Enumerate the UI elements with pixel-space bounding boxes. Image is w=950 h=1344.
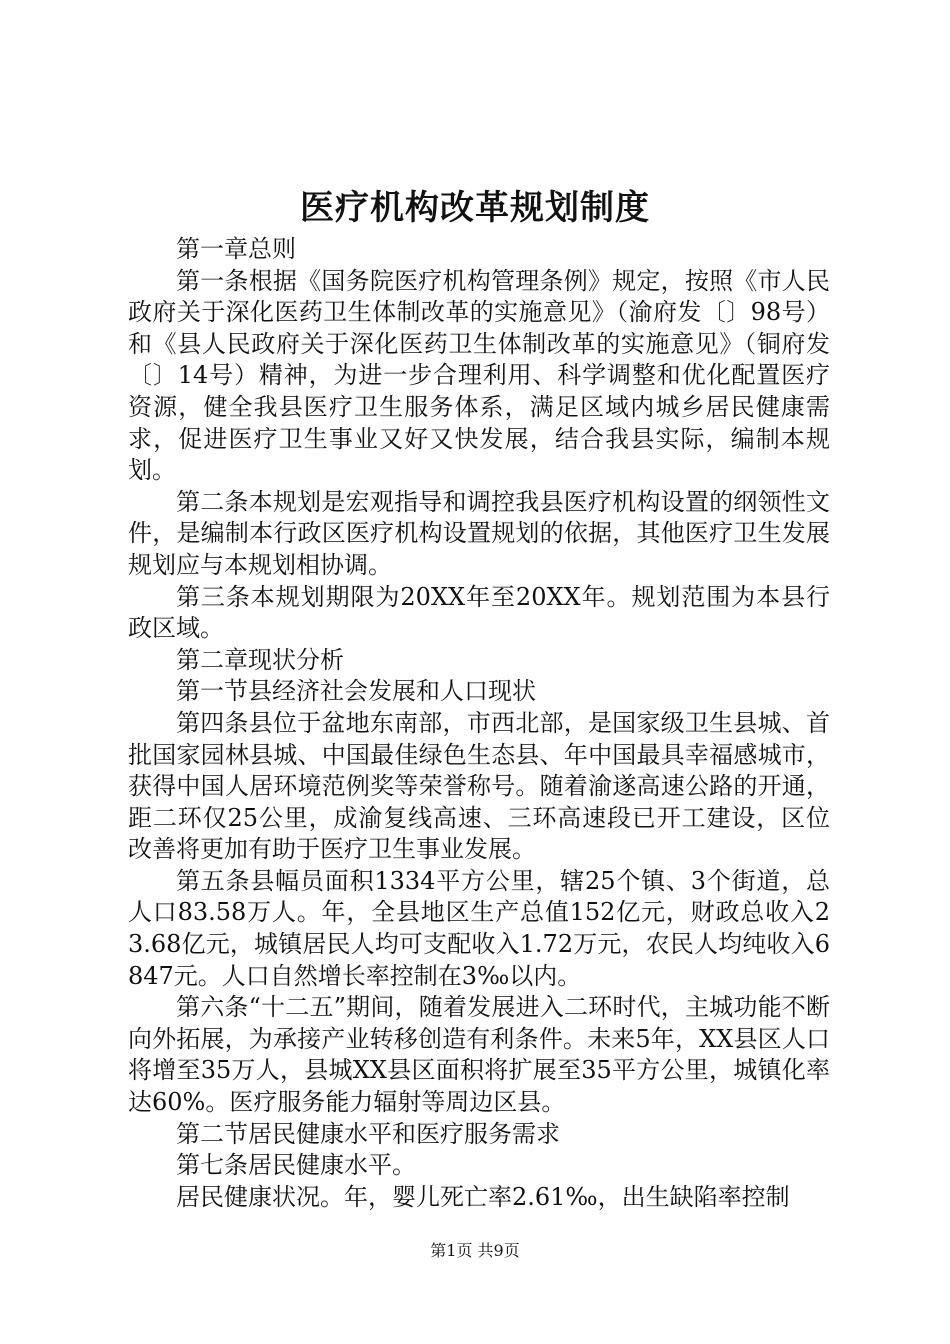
paragraph: 居民健康状况。年，婴儿死亡率2.61‰，出生缺陷率控制: [176, 1182, 790, 1211]
paragraph: 第三条本规划期限为20XX年至20XX年。规划范围为本县行政区域。: [128, 582, 830, 643]
chapter-heading: 第二章现状分析: [176, 645, 344, 674]
paragraph: 第一条根据《国务院医疗机构管理条例》规定，按照《市人民政府关于深化医药卫生体制改革的实施意见》（渝府发〔〕98号）和《县人民政府关于深化医药卫生体制改革的实施意见》（铜府发〔〕14号）精神，为进一步合理利用、科学调整和优化配置医疗资源，健全我县医疗卫生服务体系，满足区域内城乡居民健康需求，促进医疗卫生事业又好又快发展，结合我县实际，编制本规划。: [128, 266, 830, 485]
paragraph: 第六条“十二五”期间，随着发展进入二环时代，主城功能不断向外拓展，为承接产业转移创造有利条件。未来5年，XX县区人口将增至35万人，县城XX县区面积将扩展至35平方公里，城镇化率达60%。医疗服务能力辐射等周边区县。: [128, 993, 830, 1117]
page-footer: 第1页 共9页: [430, 1241, 520, 1260]
document-body: [128, 234, 830, 1213]
paragraph: 第五条县幅员面积1334平方公里，辖25个镇、3个街道，总人口83.58万人。年，全县地区生产总值152亿元，财政总收入23.68亿元，城镇居民人均可支配收入1.72万元，农民人均纯收入6847元。人口自然增长率控制在3‰以内。: [128, 866, 830, 990]
section-heading: 第二节居民健康水平和医疗服务需求: [176, 1119, 560, 1148]
chapter-heading: 第一章总则: [176, 235, 296, 263]
document-title: 医疗机构改革规划制度: [300, 188, 650, 228]
paragraph: 第四条县位于盆地东南部，市西北部，是国家级卫生县城、首批国家园林县城、中国最佳绿色生态县、年中国最具幸福感城市，获得中国人居环境范例奖等荣誉称号。随着渝遂高速公路的开通，距二环仅25公里，成渝复线高速、三环高速段已开工建设，区位改善将更加有助于医疗卫生事业发展。: [128, 708, 830, 864]
paragraph: 第七条居民健康水平。: [176, 1151, 416, 1180]
paragraph: 第二条本规划是宏观指导和调控我县医疗机构设置的纲领性文件，是编制本行政区医疗机构设置规划的依据，其他医疗卫生发展规划应与本规划相协调。: [128, 487, 830, 579]
section-heading: 第一节县经济社会发展和人口现状: [176, 677, 536, 706]
